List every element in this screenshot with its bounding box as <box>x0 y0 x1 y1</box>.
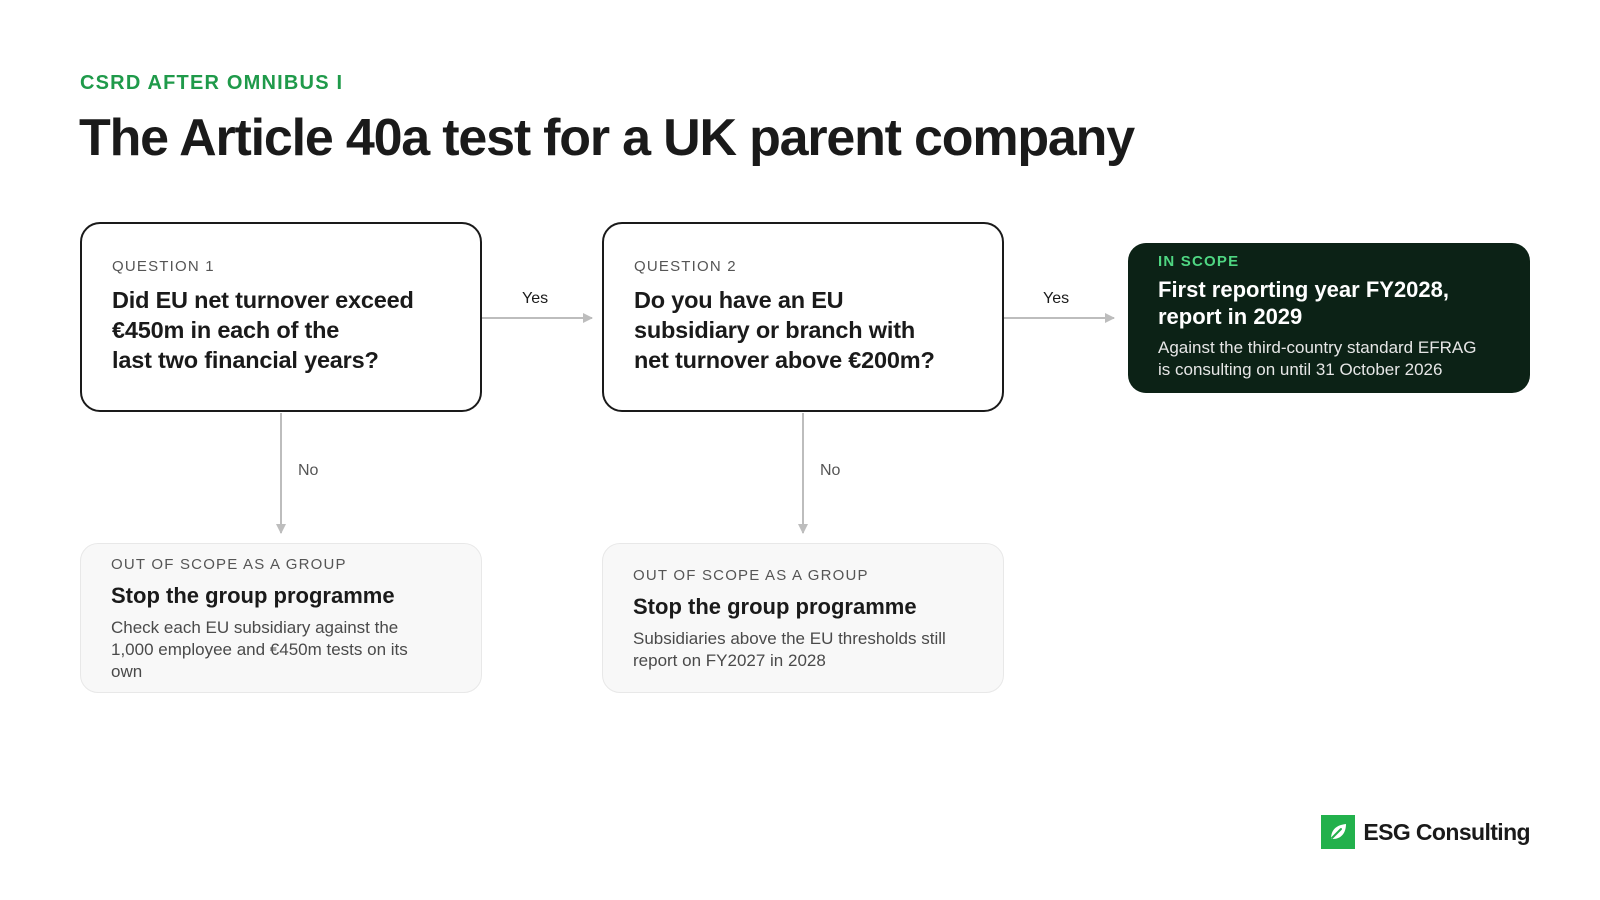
in-scope-title: First reporting year FY2028, report in 2029 <box>1158 277 1449 329</box>
question-2-text: Do you have an EU subsidiary or branch with net turnover above €200m? <box>634 287 935 373</box>
out-of-scope-1-description: Check each EU subsidiary against the 1,000 employee and €450m tests on its own <box>111 618 408 681</box>
page-title: The Article 40a test for a UK parent company <box>79 109 1134 167</box>
leaf-icon <box>1321 815 1355 849</box>
out-of-scope-2-title: Stop the group programme <box>633 594 917 619</box>
in-scope-label: IN SCOPE <box>1158 253 1240 270</box>
brand-name: ESG Consulting <box>1363 818 1530 845</box>
edge-label-q1-no: No <box>298 462 319 479</box>
question-1-box <box>80 222 482 412</box>
edge-label-q1-yes: Yes <box>522 290 549 307</box>
question-1-text: Did EU net turnover exceed €450m in each of the last two financial years? <box>112 287 414 373</box>
brand-logo <box>1321 815 1530 849</box>
in-scope-description: Against the third-country standard EFRAG is consulting on until 31 October 2026 <box>1158 338 1477 379</box>
out-of-scope-2-label: OUT OF SCOPE AS A GROUP <box>633 567 869 584</box>
out-of-scope-1-title: Stop the group programme <box>111 583 395 608</box>
question-2-label: QUESTION 2 <box>634 258 737 275</box>
question-2-box <box>602 222 1004 412</box>
out-of-scope-box-2 <box>602 543 1004 693</box>
question-1-label: QUESTION 1 <box>112 258 215 275</box>
edge-label-q2-yes: Yes <box>1043 290 1070 307</box>
eyebrow: CSRD AFTER OMNIBUS I <box>80 72 344 94</box>
out-of-scope-2-description: Subsidiaries above the EU thresholds still report on FY2027 in 2028 <box>633 629 946 670</box>
edge-label-q2-no: No <box>820 462 841 479</box>
out-of-scope-box-1 <box>80 543 482 693</box>
out-of-scope-1-label: OUT OF SCOPE AS A GROUP <box>111 556 347 573</box>
in-scope-box <box>1128 243 1530 393</box>
